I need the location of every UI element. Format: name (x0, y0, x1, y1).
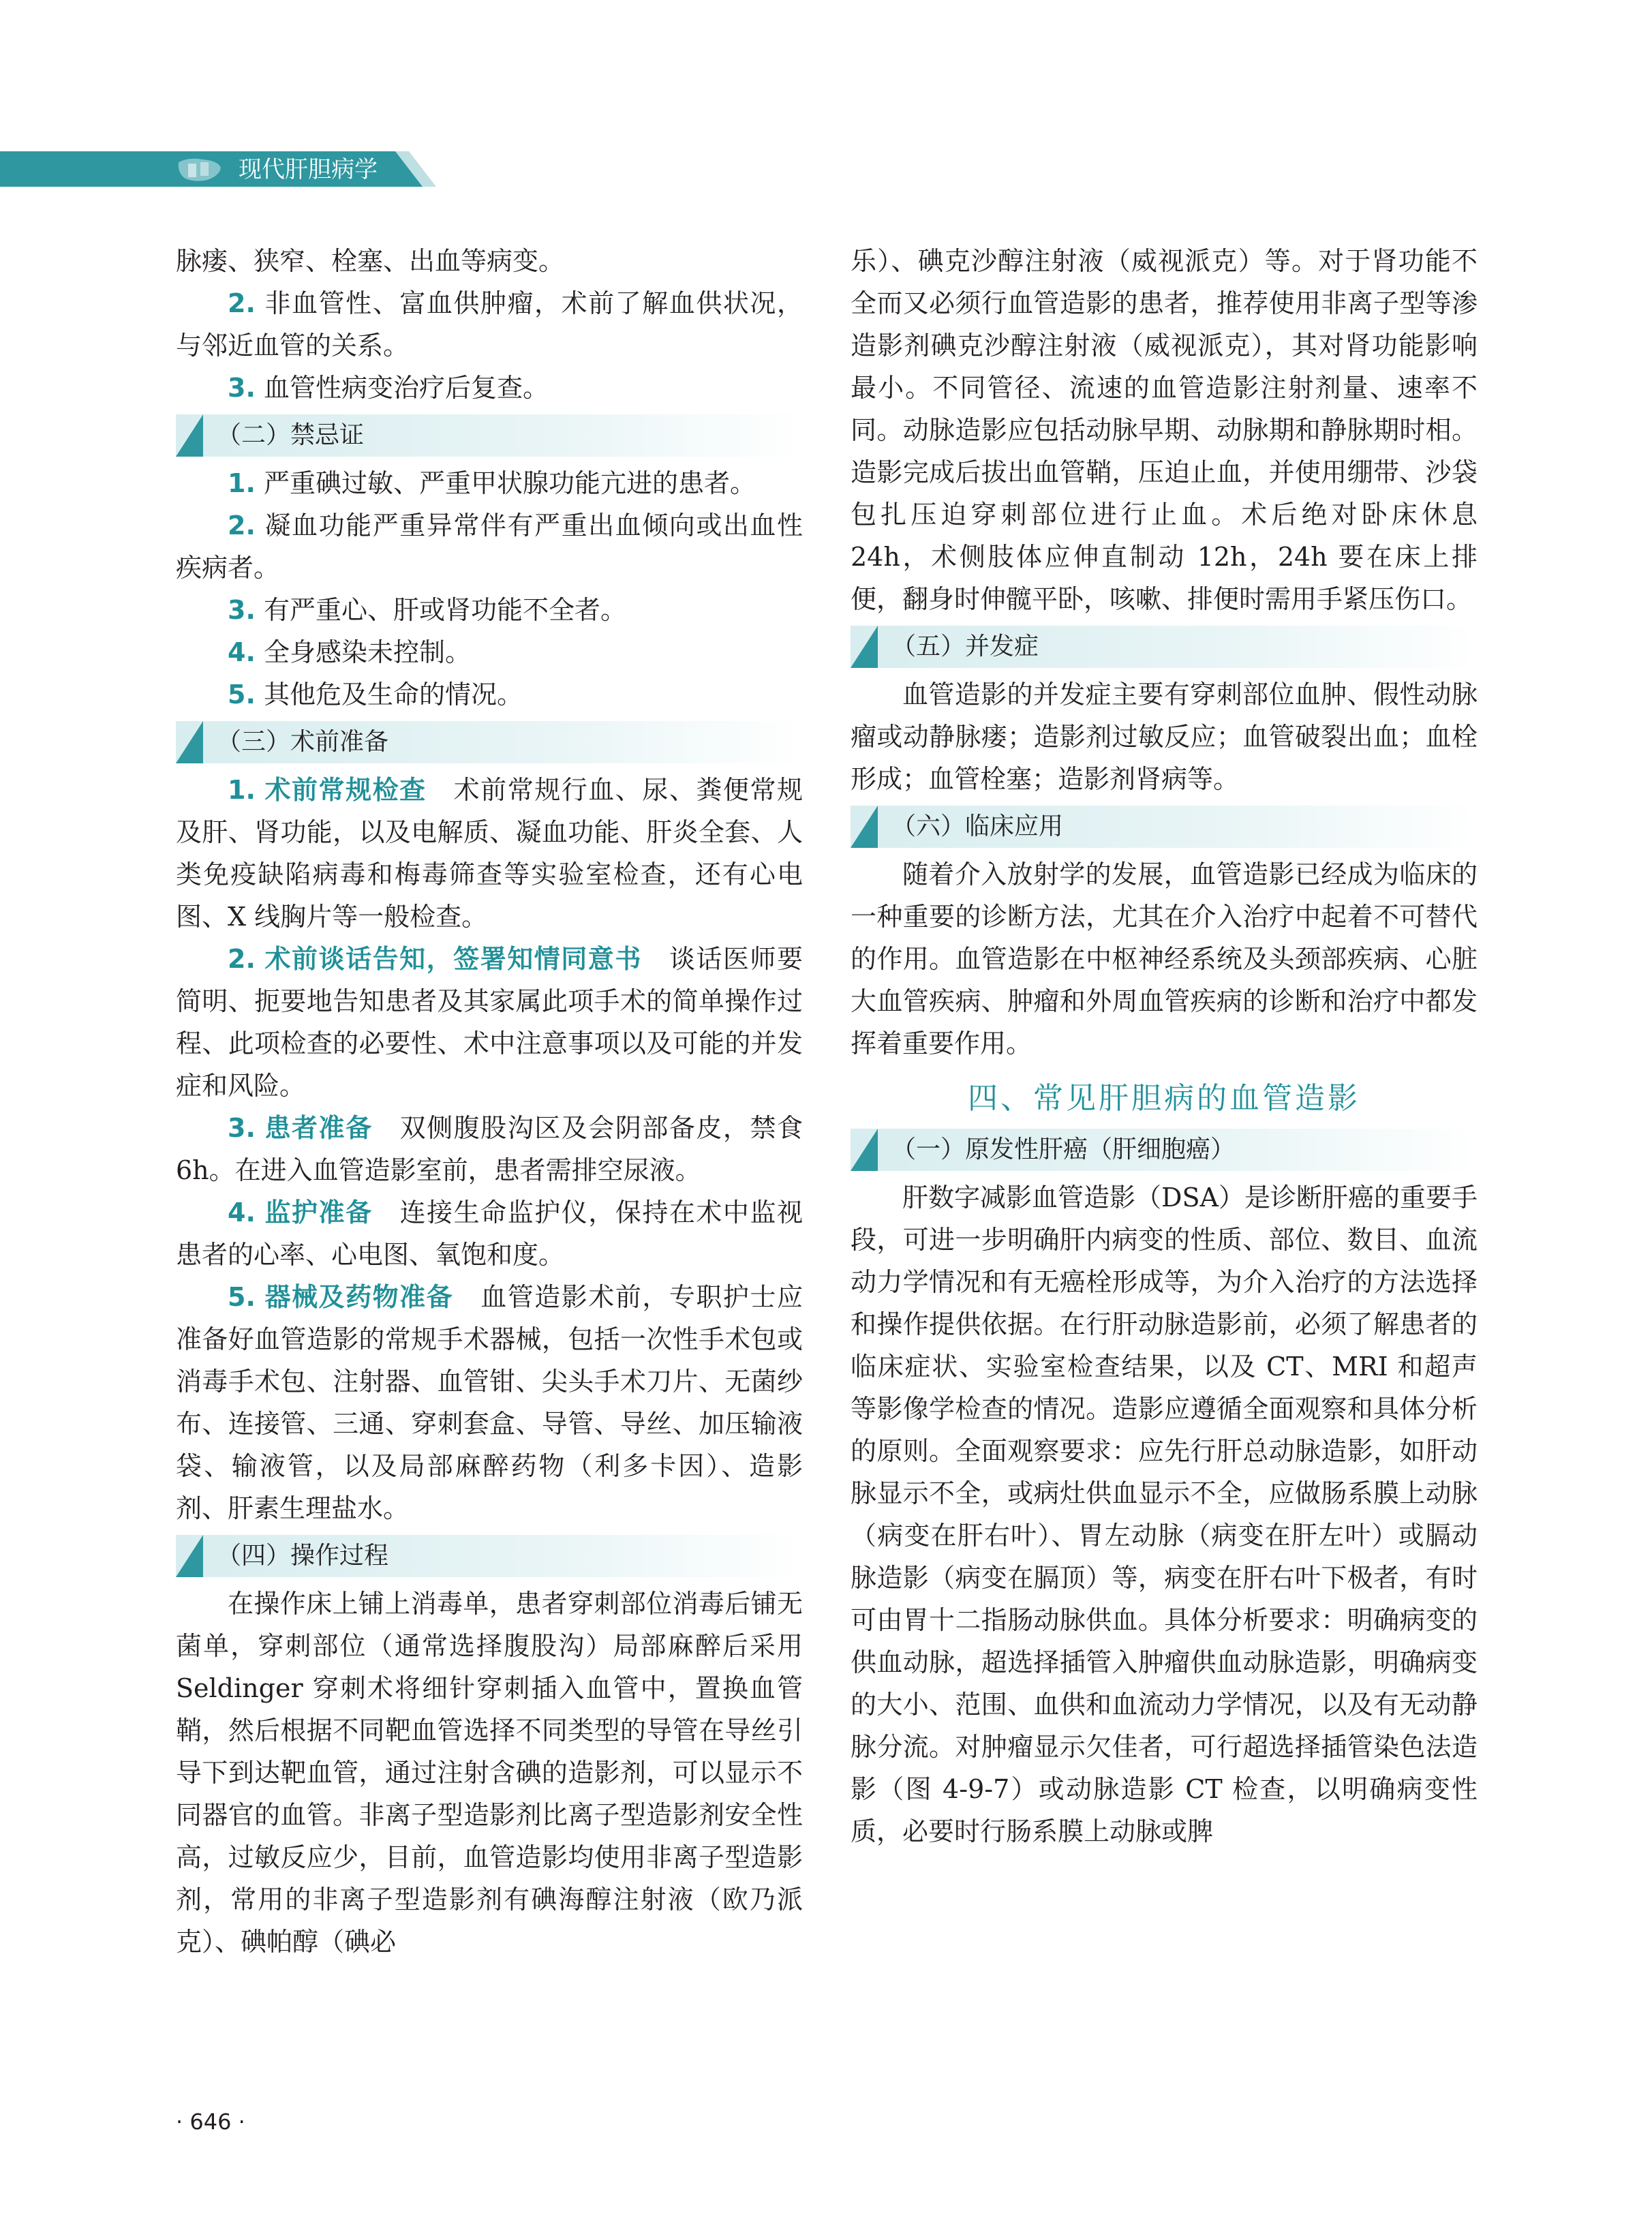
list-item: 3. 患者准备 双侧腹股沟区及会阴部备皮，禁食 6h。在进入血管造影室前，患者需排空尿液。 (176, 1113, 803, 1185)
list-item: 4. 监护准备 连接生命监护仪，保持在术中监视患者的心率、心电图、氧饱和度。 (176, 1198, 803, 1270)
list-item: 3. 血管性病变治疗后复查。 (228, 373, 549, 403)
liver-logo-icon (176, 155, 224, 184)
section-heading: （二）禁忌证 (176, 414, 803, 457)
section-heading: （三）术前准备 (176, 721, 803, 763)
section-heading: （四）操作过程 (176, 1535, 803, 1577)
list-item: 3. 有严重心、肝或肾功能不全者。 (228, 595, 626, 625)
section-heading: （五）并发症 (851, 626, 1478, 668)
list-item: 2. 非血管性、富血供肿瘤，术前了解血供状况，与邻近血管的关系。 (176, 288, 803, 361)
paragraph: 随着介入放射学的发展，血管造影已经成为临床的一种重要的诊断方法，尤其在介入治疗中起着不可替代的作用。血管造影在中枢神经系统及头颈部疾病、心脏大血管疾病、肿瘤和外周血管疾病的诊断和治疗中都发挥着重要作用。 (851, 859, 1478, 1058)
section-heading: （一）原发性肝癌（肝细胞癌） (851, 1129, 1478, 1171)
paragraph: 脉瘘、狭窄、栓塞、出血等病变。 (176, 246, 565, 276)
paragraph: 在操作床上铺上消毒单，患者穿刺部位消毒后铺无菌单，穿刺部位（通常选择腹股沟）局部麻醉后采用 Seldinger 穿刺术将细针穿刺插入血管中，置换血管鞘，然后根据不同靶血管选择不同类型的导管在导丝引导下到达靶血管，通过注射含碘的造影剂，可以显示不同器官的血管。非离子型造影剂比离子型造影剂安全性高，过敏反应少，目前，血管造影均使用非离子型造影剂，常用的非离子型造影剂有碘海醇注射液（欧乃派克）、碘帕醇（碘必 (176, 1589, 803, 1957)
left-column (176, 240, 803, 1963)
section-heading: （六）临床应用 (851, 806, 1478, 848)
paragraph: 肝数字减影血管造影（DSA）是诊断肝癌的重要手段，可进一步明确肝内病变的性质、部位、数目、血流动力学情况和有无癌栓形成等，为介入治疗的方法选择和操作提供依据。在行肝动脉造影前，必须了解患者的临床症状、实验室检查结果，以及 CT、MRI 和超声等影像学检查的情况。造影应遵循全面观察和具体分析的原则。全面观察要求：应先行肝总动脉造影，如肝动脉显示不全，或病灶供血显示不全，应做肠系膜上动脉（病变在肝右叶）、胃左动脉（病变在肝左叶）或膈动脉造影（病变在膈顶）等，病变在肝右叶下极者，有时可由胃十二指肠动脉供血。具体分析要求：明确病变的供血动脉，超选择插管入肿瘤供血动脉造影，明确病变的大小、范围、血供和血流动力学情况，以及有无动静脉分流。对肿瘤显示欠佳者，可行超选择插管染色法造影（图 4-9-7）或动脉造影 CT 检查，以明确病变性质，必要时行肠系膜上动脉或脾 (851, 1183, 1478, 1846)
book-title: 现代肝胆病学 (239, 156, 378, 183)
list-item: 2. 凝血功能严重异常伴有严重出血倾向或出血性疾病者。 (176, 510, 803, 583)
right-column (851, 240, 1478, 1853)
list-item: 5. 器械及药物准备 血管造影术前，专职护士应准备好血管造影的常规手术器械，包括一次性手术包或消毒手术包、注射器、血管钳、尖头手术刀片、无菌纱布、连接管、三通、穿刺套盒、导管、导丝、加压输液袋、输液管，以及局部麻醉药物（利多卡因）、造影剂、肝素生理盐水。 (176, 1282, 803, 1523)
list-item: 1. 严重碘过敏、严重甲状腺功能亢进的患者。 (228, 468, 756, 498)
list-item: 4. 全身感染未控制。 (228, 637, 471, 667)
chapter-heading: 四、常见肝胆病的血管造影 (968, 1081, 1360, 1116)
paragraph: 乐）、碘克沙醇注射液（威视派克）等。对于肾功能不全而又必须行血管造影的患者，推荐使用非离子型等渗造影剂碘克沙醇注射液（威视派克），其对肾功能影响最小。不同管径、流速的血管造影注射剂量、速率不同。动脉造影应包括动脉早期、动脉期和静脉期时相。造影完成后拔出血管鞘，压迫止血，并使用绷带、沙袋包扎压迫穿刺部位进行止血。术后绝对卧床休息 24h，术侧肢体应伸直制动 12h，24h 要在床上排便，翻身时伸髋平卧，咳嗽、排便时需用手紧压伤口。 (851, 246, 1478, 614)
list-item: 1. 术前常规检查 术前常规行血、尿、粪便常规及肝、肾功能，以及电解质、凝血功能、肝炎全套、人类免疫缺陷病毒和梅毒筛查等实验室检查，还有心电图、X 线胸片等一般检查。 (176, 775, 803, 932)
paragraph: 血管造影的并发症主要有穿刺部位血肿、假性动脉瘤或动静脉瘘；造影剂过敏反应；血管破裂出血；血栓形成；血管栓塞；造影剂肾病等。 (851, 680, 1478, 794)
page-number: · 646 · (176, 2109, 245, 2135)
list-item: 5. 其他危及生命的情况。 (228, 680, 523, 710)
list-item: 2. 术前谈话告知，签署知情同意书 谈话医师要简明、扼要地告知患者及其家属此项手术的简单操作过程、此项检查的必要性、术中注意事项以及可能的并发症和风险。 (176, 944, 803, 1101)
